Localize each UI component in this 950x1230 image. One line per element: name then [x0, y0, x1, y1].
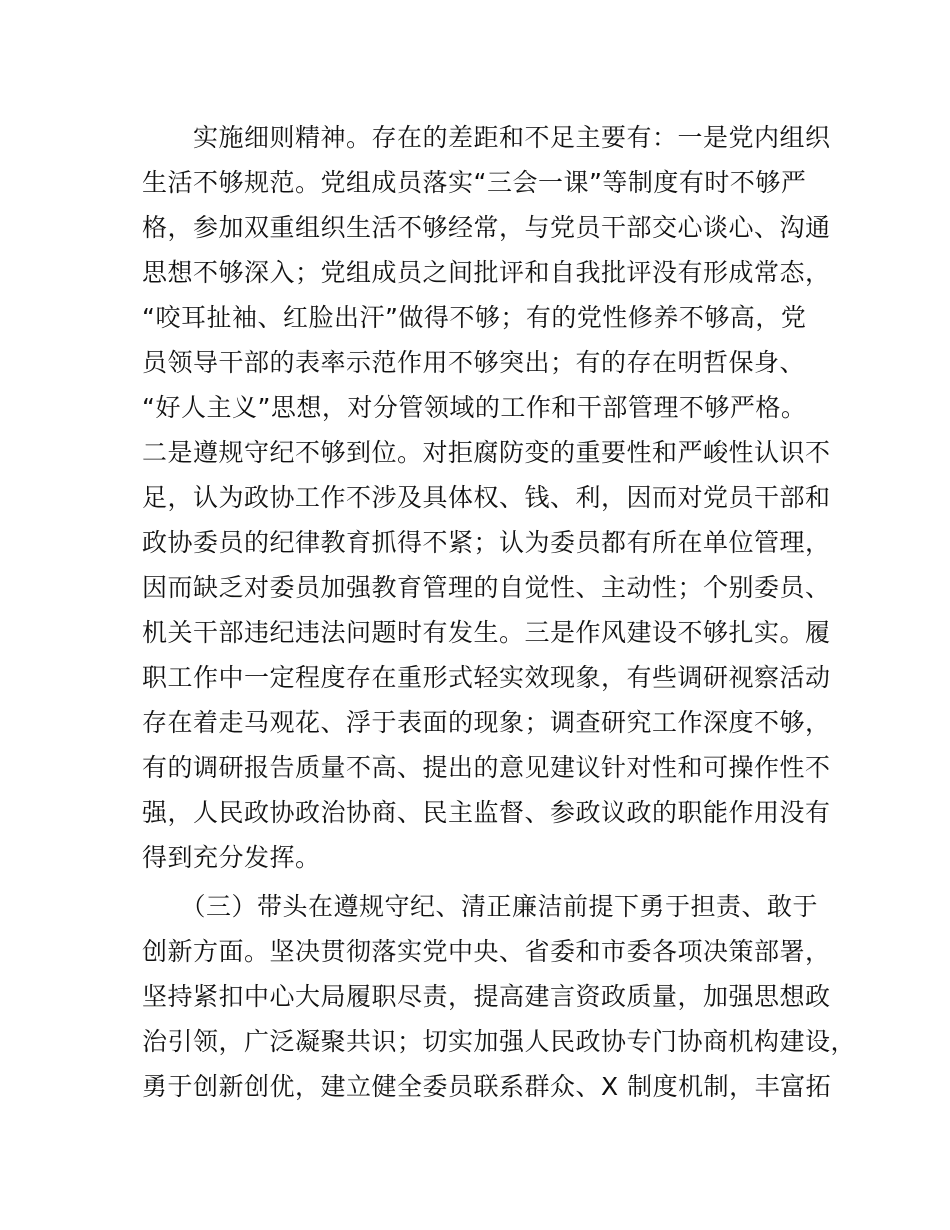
text-line-12: 机关干部违纪违法问题时有发生。三是作风建设不够扎实。履 — [142, 618, 831, 647]
text-line-19: 创新方面。坚决贯彻落实党中央、省委和市委各项决策部署， — [142, 937, 831, 966]
text-line-1: 实施细则精神。存在的差距和不足主要有：一是党内组织 — [142, 123, 831, 152]
text-line-15: 有的调研报告质量不高、提出的意见建议针对性和可操作性不 — [142, 753, 831, 782]
text-line-14: 存在着走马观花、浮于表面的现象；调查研究工作深度不够， — [142, 708, 831, 737]
text-line-20: 坚持紧扣中心大局履职尽责，提高建言资政质量，加强思想政 — [142, 982, 831, 1011]
text-line-8: 二是遵规守纪不够到位。对拒腐防变的重要性和严峻性认识不 — [142, 438, 831, 467]
text-line-16: 强，人民政协政治协商、民主监督、参政议政的职能作用没有 — [142, 798, 831, 827]
text-line-2: 生活不够规范。党组成员落实“三会一课”等制度有时不够严 — [142, 168, 807, 197]
text-line-22: 勇于创新创优，建立健全委员联系群众、X 制度机制，丰富拓 — [142, 1072, 832, 1101]
text-line-13: 职工作中一定程度存在重形式轻实效现象，有些调研视察活动 — [142, 663, 831, 692]
text-line-9: 足，认为政协工作不涉及具体权、钱、利，因而对党员干部和 — [142, 483, 831, 512]
text-line-18: （三）带头在遵规守纪、清正廉洁前提下勇于担责、敢于 — [142, 892, 819, 921]
text-line-11: 因而缺乏对委员加强教育管理的自觉性、主动性；个别委员、 — [142, 573, 831, 602]
text-line-5: “咬耳扯袖、红脸出汗”做得不够；有的党性修养不够高，党 — [142, 303, 807, 332]
text-line-7: “好人主义”思想，对分管领域的工作和干部管理不够严格。 — [142, 393, 807, 422]
text-line-3: 格，参加双重组织生活不够经常，与党员干部交心谈心、沟通 — [142, 213, 831, 242]
text-line-6: 员领导干部的表率示范作用不够突出；有的存在明哲保身、 — [142, 348, 806, 377]
text-line-10: 政协委员的纪律教育抓得不紧；认为委员都有所在单位管理， — [142, 528, 831, 557]
text-line-17: 得到充分发挥。 — [142, 843, 321, 872]
text-line-21: 治引领，广泛凝聚共识；切实加强人民政协专门协商机构建设， — [142, 1027, 857, 1056]
text-line-4: 思想不够深入；党组成员之间批评和自我批评没有形成常态， — [142, 258, 831, 287]
